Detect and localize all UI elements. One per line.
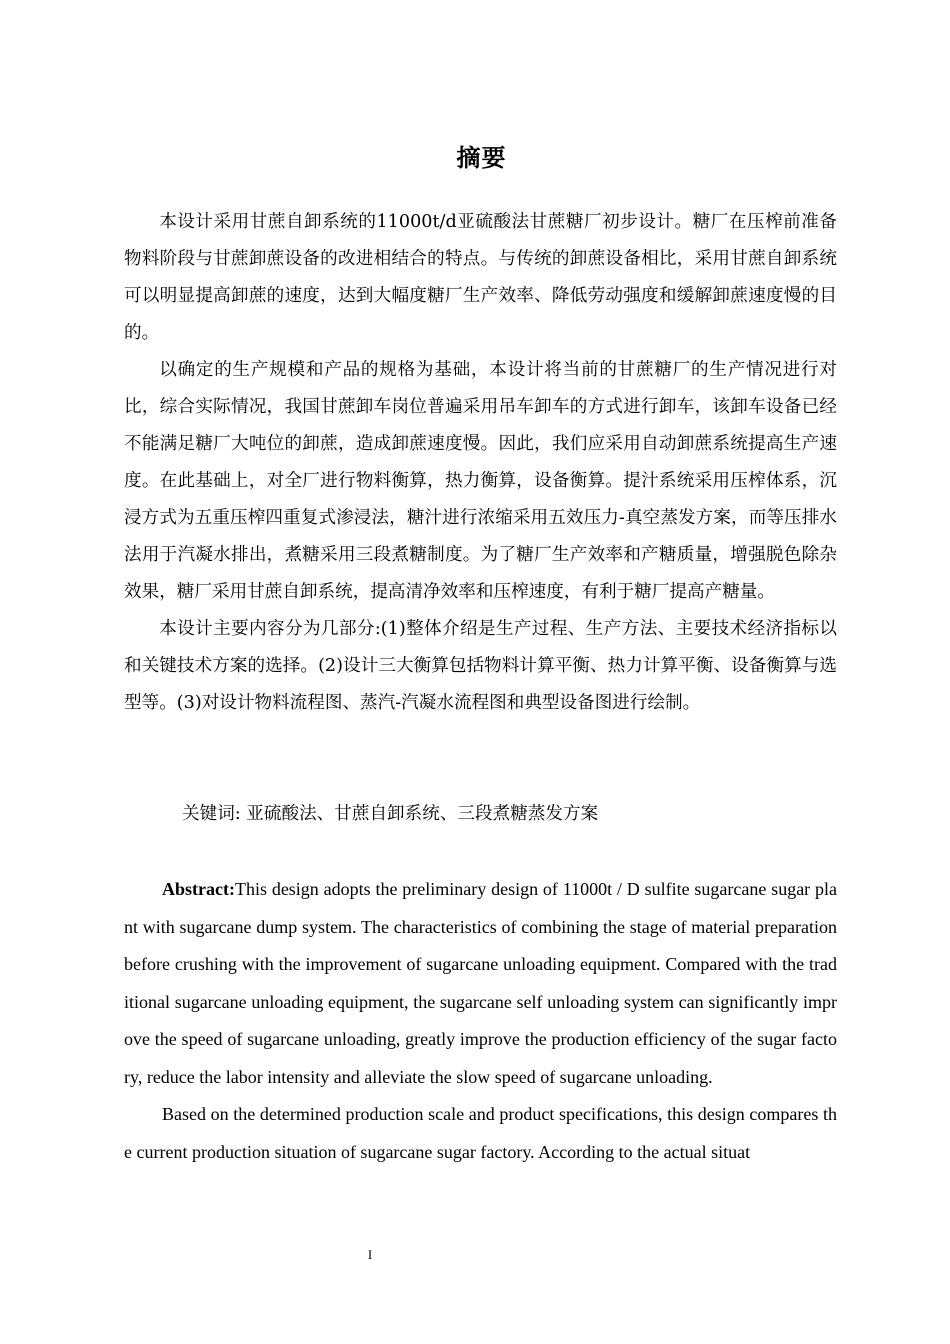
keywords-line: 关键词: 亚硫酸法、甘蔗自卸系统、三段煮糖蒸发方案 [182, 804, 599, 824]
abstract-label: Abstract: [162, 879, 235, 899]
english-abstract-text: This design adopts the preliminary design of 11000t / D sulfite sugarcane sugar plant with sugarcane dump system. The characteristics of combining the stage of material preparation before crushing with the improvement of sugarcane unloading equipment. Compared with the traditional sugarcane unloading equipment, the sugarcane self unloading system can significantly improve the speed of sugarcane unloading, greatly improve the production efficiency of the sugar factory, reduce the labor intensity and alleviate the slow speed of sugarcane unloading. [124, 879, 837, 1087]
english-abstract-paragraph [124, 871, 837, 1096]
english-abstract [124, 871, 837, 1171]
chinese-abstract-paragraph: 本设计采用甘蔗自卸系统的11000t/d亚硫酸法甘蔗糖厂初步设计。糖厂在压榨前准备物料阶段与甘蔗卸蔗设备的改进相结合的特点。与传统的卸蔗设备相比，采用甘蔗自卸系统可以明显提高卸蔗的速度，达到大幅度糖厂生产效率、降低劳动强度和缓解卸蔗速度慢的目的。 [124, 212, 837, 343]
english-abstract-paragraph: Based on the determined production scale and product specifications, this design compares the current production situation of sugarcane sugar factory. According to the actual situat [124, 1104, 837, 1162]
page-title: 摘要 [456, 144, 507, 172]
chinese-abstract [124, 204, 837, 722]
page-number: I [367, 1247, 373, 1262]
chinese-abstract-paragraph: 以确定的生产规模和产品的规格为基础，本设计将当前的甘蔗糖厂的生产情况进行对比，综合实际情况，我国甘蔗卸车岗位普遍采用吊车卸车的方式进行卸车，该卸车设备已经不能满足糖厂大吨位的卸蔗，造成卸蔗速度慢。因此，我们应采用自动卸蔗系统提高生产速度。在此基础上，对全厂进行物料衡算，热力衡算，设备衡算。提汁系统采用压榨体系，沉浸方式为五重压榨四重复式渗浸法，糖汁进行浓缩采用五效压力-真空蒸发方案，而等压排水法用于汽凝水排出，煮糖采用三段煮糖制度。为了糖厂生产效率和产糖质量，增强脱色除杂效果，糖厂采用甘蔗自卸系统，提高清净效率和压榨速度，有利于糖厂提高产糖量。 [124, 360, 837, 602]
chinese-abstract-paragraph: 本设计主要内容分为几部分:(1)整体介绍是生产过程、生产方法、主要技术经济指标以和关键技术方案的选择。(2)设计三大衡算包括物料计算平衡、热力计算平衡、设备衡算与选型等。(3)对设计物料流程图、蒸汽-汽凝水流程图和典型设备图进行绘制。 [124, 619, 837, 713]
